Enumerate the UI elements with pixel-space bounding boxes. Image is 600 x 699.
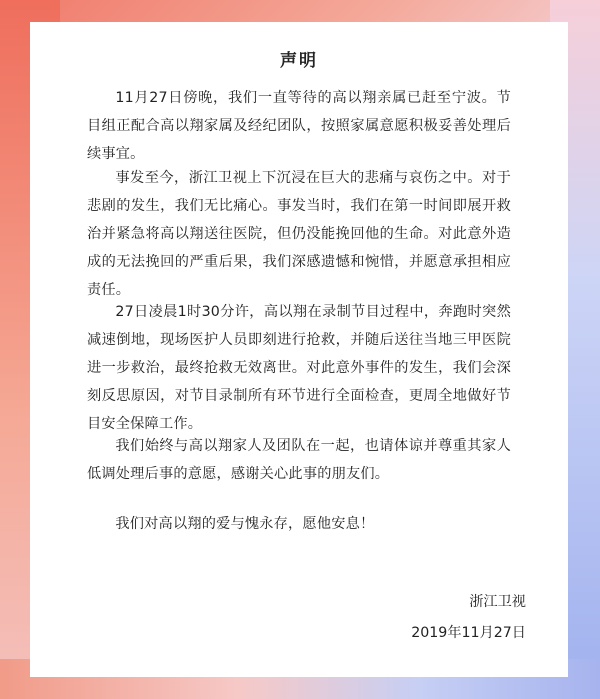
statement-paragraph-2: 事发至今，浙江卫视上下沉浸在巨大的悲痛与哀伤之中。对于悲剧的发生，我们无比痛心。事发当时，我们在第一时间即展开救治并紧急将高以翔送往医院，但仍没能挽回他的生命。对此意外造成的无法挽回的严重后果，我们深感遗憾和惋惜，并愿意承担相应责任。 <box>87 170 511 298</box>
statement-paragraph-1: 11月27日傍晚，我们一直等待的高以翔亲属已赶至宁波。节目组正配合高以翔家属及经纪团队，按照家属意愿积极妥善处理后续事宜。 <box>87 90 511 162</box>
signature-organization: 浙江卫视 <box>469 594 526 610</box>
statement-paragraph-4: 我们始终与高以翔家人及团队在一起，也请体谅并尊重其家人低调处理后事的意愿，感谢关心此事的朋友们。 <box>87 438 511 482</box>
statement-paper <box>30 22 568 677</box>
statement-title: 声明 <box>280 51 318 71</box>
statement-paragraph-3: 27日凌晨1时30分许，高以翔在录制节目过程中，奔跑时突然减速倒地，现场医护人员即刻进行抢救，并随后送往当地三甲医院进一步救治，最终抢救无效离世。对此意外事件的发生，我们会深刻反思原因，对节目录制所有环节进行全面检查，更周全地做好节目安全保障工作。 <box>87 304 511 432</box>
statement-paragraph-5: 我们对高以翔的爱与愧永存，愿他安息！ <box>115 516 375 532</box>
signature-date: 2019年11月27日 <box>411 625 526 641</box>
